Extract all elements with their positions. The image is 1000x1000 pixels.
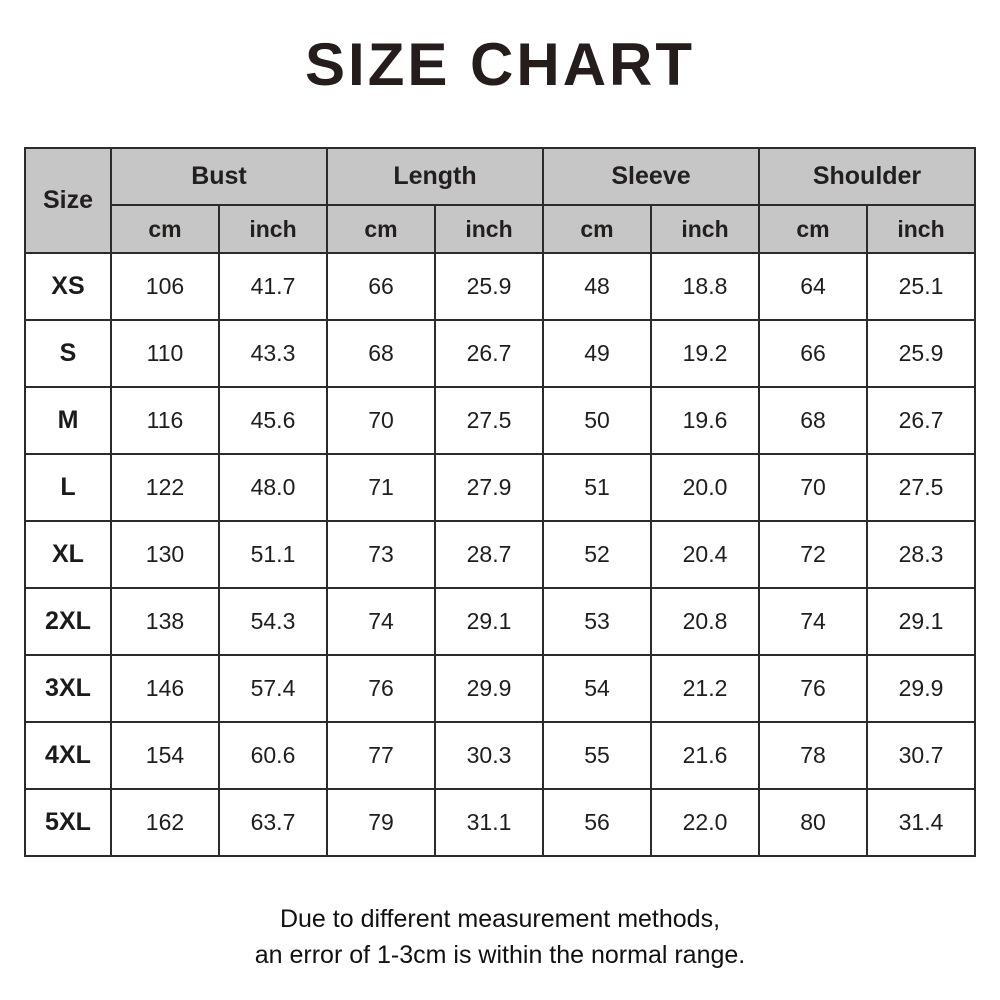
size-cell: 4XL [25, 722, 111, 789]
size-cell: M [25, 387, 111, 454]
table-row [25, 521, 975, 588]
measurement-cell: 122 [111, 454, 219, 521]
measurement-cell: 54 [543, 655, 651, 722]
table-header-group-row [25, 148, 975, 205]
table-row [25, 454, 975, 521]
measurement-cell: 66 [759, 320, 867, 387]
measurement-cell: 76 [327, 655, 435, 722]
measurement-cell: 51 [543, 454, 651, 521]
measurement-cell: 146 [111, 655, 219, 722]
measurement-cell: 25.9 [867, 320, 975, 387]
measurement-cell: 27.5 [435, 387, 543, 454]
measurement-cell: 28.7 [435, 521, 543, 588]
measurement-cell: 50 [543, 387, 651, 454]
measurement-cell: 80 [759, 789, 867, 856]
measurement-cell: 48.0 [219, 454, 327, 521]
size-cell: 3XL [25, 655, 111, 722]
page-title: SIZE CHART [305, 31, 695, 98]
measurement-cell: 57.4 [219, 655, 327, 722]
measurement-cell: 54.3 [219, 588, 327, 655]
size-chart-table [24, 147, 976, 857]
measurement-cell: 27.9 [435, 454, 543, 521]
measurement-cell: 53 [543, 588, 651, 655]
measurement-cell: 48 [543, 253, 651, 320]
measurement-cell: 29.1 [867, 588, 975, 655]
group-header-length: Length [327, 148, 543, 205]
measurement-cell: 30.3 [435, 722, 543, 789]
measurement-cell: 29.1 [435, 588, 543, 655]
unit-header-cm: cm [111, 205, 219, 253]
measurement-cell: 25.1 [867, 253, 975, 320]
size-cell: XS [25, 253, 111, 320]
size-cell: 2XL [25, 588, 111, 655]
measurement-cell: 72 [759, 521, 867, 588]
table-row [25, 387, 975, 454]
table-row [25, 320, 975, 387]
measurement-cell: 51.1 [219, 521, 327, 588]
unit-header-cm: cm [327, 205, 435, 253]
measurement-cell: 20.4 [651, 521, 759, 588]
measurement-cell: 29.9 [867, 655, 975, 722]
measurement-cell: 19.2 [651, 320, 759, 387]
measurement-cell: 43.3 [219, 320, 327, 387]
measurement-cell: 116 [111, 387, 219, 454]
measurement-cell: 52 [543, 521, 651, 588]
measurement-cell: 20.8 [651, 588, 759, 655]
measurement-cell: 74 [327, 588, 435, 655]
measurement-cell: 110 [111, 320, 219, 387]
measurement-cell: 162 [111, 789, 219, 856]
unit-header-inch: inch [651, 205, 759, 253]
table-row [25, 253, 975, 320]
measurement-cell: 70 [327, 387, 435, 454]
unit-header-inch: inch [435, 205, 543, 253]
measurement-cell: 31.1 [435, 789, 543, 856]
measurement-cell: 26.7 [435, 320, 543, 387]
measurement-cell: 29.9 [435, 655, 543, 722]
table-row [25, 722, 975, 789]
size-cell: XL [25, 521, 111, 588]
unit-header-cm: cm [759, 205, 867, 253]
measurement-cell: 106 [111, 253, 219, 320]
table-row [25, 655, 975, 722]
measurement-cell: 66 [327, 253, 435, 320]
measurement-cell: 49 [543, 320, 651, 387]
size-cell: S [25, 320, 111, 387]
measurement-cell: 76 [759, 655, 867, 722]
measurement-cell: 20.0 [651, 454, 759, 521]
measurement-cell: 63.7 [219, 789, 327, 856]
measurement-cell: 56 [543, 789, 651, 856]
measurement-cell: 25.9 [435, 253, 543, 320]
unit-header-cm: cm [543, 205, 651, 253]
measurement-cell: 27.5 [867, 454, 975, 521]
table-row [25, 789, 975, 856]
unit-header-inch: inch [867, 205, 975, 253]
measurement-cell: 68 [759, 387, 867, 454]
measurement-cell: 77 [327, 722, 435, 789]
measurement-cell: 55 [543, 722, 651, 789]
measurement-cell: 74 [759, 588, 867, 655]
measurement-cell: 71 [327, 454, 435, 521]
disclaimer-line-1: Due to different measurement methods, [279, 905, 721, 933]
disclaimer-line-2: an error of 1-3cm is within the normal range. [254, 941, 746, 970]
measurement-cell: 130 [111, 521, 219, 588]
measurement-disclaimer [0, 901, 1000, 974]
measurement-cell: 21.6 [651, 722, 759, 789]
measurement-cell: 31.4 [867, 789, 975, 856]
unit-header-inch: inch [219, 205, 327, 253]
measurement-cell: 64 [759, 253, 867, 320]
group-header-shoulder: Shoulder [759, 148, 975, 205]
measurement-cell: 79 [327, 789, 435, 856]
measurement-cell: 45.6 [219, 387, 327, 454]
table-row [25, 588, 975, 655]
measurement-cell: 30.7 [867, 722, 975, 789]
measurement-cell: 21.2 [651, 655, 759, 722]
measurement-cell: 70 [759, 454, 867, 521]
measurement-cell: 78 [759, 722, 867, 789]
size-chart-page [0, 30, 1000, 1000]
group-header-bust: Bust [111, 148, 327, 205]
size-cell: 5XL [25, 789, 111, 856]
measurement-cell: 19.6 [651, 387, 759, 454]
measurement-cell: 22.0 [651, 789, 759, 856]
measurement-cell: 26.7 [867, 387, 975, 454]
size-column-header: Size [25, 148, 111, 253]
measurement-cell: 138 [111, 588, 219, 655]
group-header-sleeve: Sleeve [543, 148, 759, 205]
measurement-cell: 73 [327, 521, 435, 588]
measurement-cell: 41.7 [219, 253, 327, 320]
measurement-cell: 18.8 [651, 253, 759, 320]
size-cell: L [25, 454, 111, 521]
measurement-cell: 60.6 [219, 722, 327, 789]
table-header-unit-row [25, 205, 975, 253]
measurement-cell: 28.3 [867, 521, 975, 588]
measurement-cell: 68 [327, 320, 435, 387]
measurement-cell: 154 [111, 722, 219, 789]
